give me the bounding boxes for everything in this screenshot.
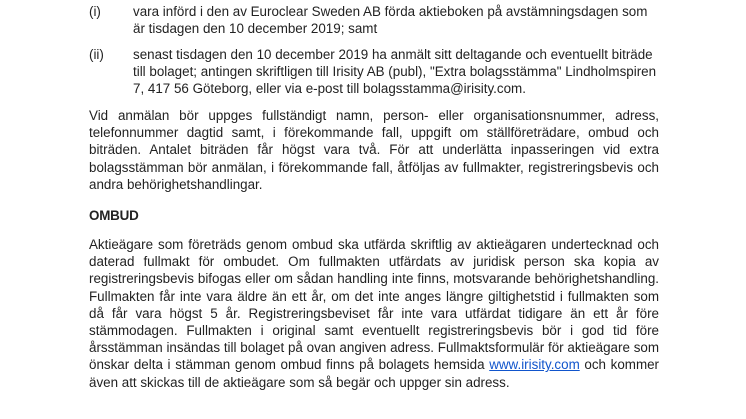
ombud-heading: OMBUD [89,208,139,223]
list-item-text: senast tisdagen den 10 december 2019 ha anmält sitt deltagande och eventuellt biträde till bolaget; antingen skriftligen till Irisity AB (publ), "Extra bolagsstämma" Lindholmspiren 7, 417 56 Göteborg, eller via e-post till bolagsstamma@irisity.com. [133,47,657,97]
ombud-text-after-link: och kommer även att skickas till de aktieägare som så begär och uppger sin adress. [89,357,660,390]
notice-paragraph: Vid anmälan bör uppges fullständigt namn, person- eller organisationsnummer, adress, telefonnummer dagtid samt, i förekommande fall, uppgift om ställföreträdare, ombud och biträden. Antalet biträden får högst vara två. För att underlätta inpasseringen vid extra bolagsstämman bör anmälan, i förekommande fall, åtföljas av fullmakter, registreringsbevis och andra behörighetshandlingar. [89,108,659,192]
list-marker: (ii) [89,47,104,62]
ombud-paragraph [89,236,659,391]
list-item-text: vara införd i den av Euroclear Sweden AB förda aktieboken på avstämningsdagen som är tisdagen den 10 december 2019; samt [133,4,648,37]
list-marker: (i) [89,4,101,19]
irisity-website-link[interactable]: www.irisity.com [489,357,580,373]
ombud-text-before-link: Aktieägare som företräds genom ombud ska utfärda skriftlig av aktieägaren undertecknad och daterad fullmakt för ombudet. Om fullmakten utfärdats av juridisk person ska kopia av registreringsbevis bifogas eller om sådan handling inte finns, motsvarande behörighetshandling. Fullmakten får inte vara äldre än ett år, om det inte anges längre giltighetstid i fullmakten som då får vara högst 5 år. Registreringsbeviset får inte vara utfärdat tidigare än ett år före stämmodagen. Fullmakten i original samt eventuellt registreringsbevis bör i god tid före årsstämman insändas till bolaget på ovan angiven adress. Fullmaktsformulär för aktieägare som önskar delta i stämman genom ombud finns på bolagets hemsida [89,237,659,373]
